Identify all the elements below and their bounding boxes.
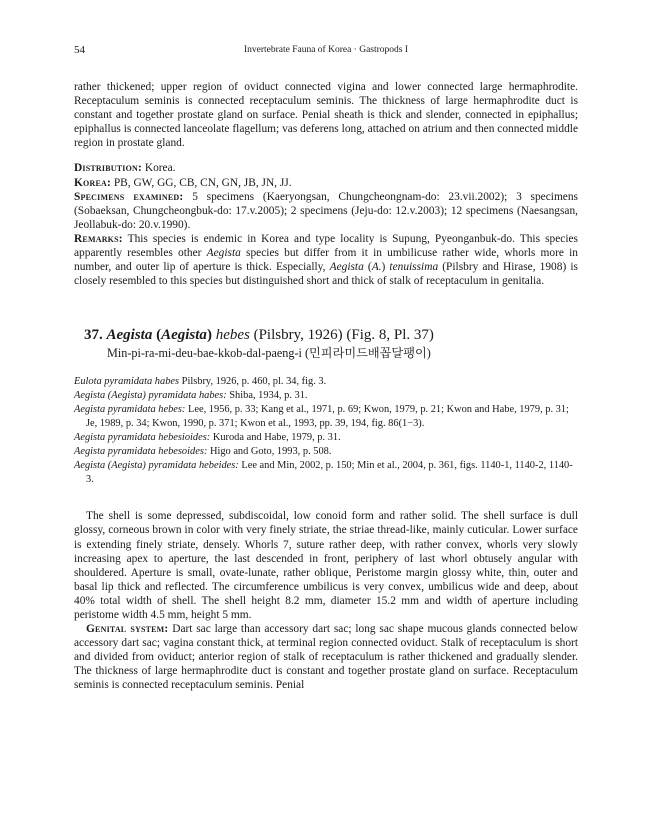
- remarks-species: tenuissima: [389, 261, 439, 274]
- synonym-name: Eulota pyramidata habes: [74, 376, 180, 388]
- remarks-genus-b: Aegista: [329, 261, 364, 274]
- specimens-label: Specimens examined:: [74, 190, 184, 203]
- genital-paragraph: [74, 622, 578, 692]
- synonym-name: Aegista pyramidata hebesoides:: [74, 446, 208, 458]
- genital-label: Genital system:: [86, 623, 169, 636]
- remarks-text-e: (Pilsbry and Hirase, 1908) is closely resembled to this species but distinguished short and thick of stalk of receptaculum in genitalia.: [74, 261, 578, 288]
- species-genus: Aegista: [106, 327, 153, 344]
- species-heading: [84, 326, 578, 344]
- synonym-entry: [74, 459, 578, 487]
- description-paragraph: The shell is some depressed, subdiscoidal, low conoid form and rather solid. The shell surface is dull glossy, corneous brown in color with very finely striate, the striae thread-like, mainly cuticular. Lower surface is extending finely striate, densely. Whorls 7, suture rather deep, with rather convex, whorls very slowly increasing apex to aperture, the last descended in front, periphery of last whorl obtusely angular with shouldered. Aperture is small, ovate-lunate, rather oblique, Peristome margin glossy white, thin, outer and basal lip thick and reflected. The circumference umbilicus is very convex, umbilicus wide and deep, about 40% total width of shell. The shell height 8.2 mm, diameter 15.2 mm and width of aperture including peristome width 4.5 mm, height 5 mm.: [74, 510, 578, 621]
- species-subgenus: Aegista: [161, 327, 207, 344]
- running-title: Invertebrate Fauna of Korea · Gastropods I: [243, 45, 409, 55]
- synonym-ref: Kuroda and Habe, 1979, p. 31.: [212, 432, 341, 444]
- remarks-text-b: species but differ from it in umbilicuse rather wide, whorls more in number, and outer lip of aperture is thick. Especially,: [74, 247, 578, 274]
- korea-label: Korea:: [74, 176, 111, 189]
- synonym-entry: [74, 389, 578, 403]
- remarks-subgenus: A.: [371, 261, 382, 274]
- synonym-ref: Lee and Min, 2002, p. 150; Min et al., 2004, p. 361, figs. 1140-1, 1140-2, 1140-3.: [86, 460, 573, 486]
- remarks-text-d: ): [381, 261, 386, 274]
- synonym-list: [74, 375, 578, 487]
- species-number: 37.: [84, 327, 103, 344]
- page-number: 54: [74, 44, 85, 56]
- korean-name: Min-pi-ra-mi-deu-bae-kkob-dal-paeng-i (민피라미드배꼽달팽이): [107, 346, 431, 361]
- synonym-ref: Lee, 1956, p. 33; Kang et al., 1971, p. 69; Kwon, 1979, p. 21; Kwon and Habe, 1979, p. 31; Je, 1989, p. 34; Kwon, 1990, p. 371; Kwon et al., 1993, pp. 39, 194, fig. 86(1−3).: [86, 404, 569, 430]
- synonym-entry: [74, 403, 578, 431]
- synonym-entry: [74, 445, 578, 459]
- remarks-paragraph: [74, 232, 578, 288]
- remarks-genus-a: Aegista: [206, 247, 241, 260]
- remarks-label: Remarks:: [74, 232, 123, 245]
- page-header: [74, 44, 578, 60]
- distribution-label: Distribution:: [74, 162, 142, 175]
- species-authority: (Pilsbry, 1926) (Fig. 8, Pl. 37): [253, 327, 434, 344]
- synonym-ref: Pilsbry, 1926, p. 460, pl. 34, fig. 3.: [181, 376, 327, 388]
- species-subgenus-open: (: [156, 327, 162, 344]
- synonym-entry: [74, 375, 578, 389]
- page-content: [74, 80, 578, 693]
- synonym-name: Aegista (Aegista) pyramidata habes:: [74, 390, 227, 402]
- synonym-entry: [74, 431, 578, 445]
- remarks-text-a: This species is endemic in Korea and type locality is Supung, Pyeonganbuk-do. This species apparently resembles other: [74, 232, 578, 260]
- distribution-line: [74, 161, 578, 175]
- korea-line: [74, 176, 578, 190]
- synonym-ref: Higo and Goto, 1993, p. 508.: [209, 446, 332, 458]
- remarks-text-c: (: [367, 261, 372, 274]
- distribution-text: Korea.: [144, 162, 176, 175]
- synonym-ref: Shiba, 1934, p. 31.: [229, 390, 308, 402]
- specimens-paragraph: [74, 190, 578, 232]
- genital-text: Dart sac large than accessory dart sac; long sac shape mucous glands connected below accessory dart sac; vagina constant thick, at terminal region connected oviduct. Stalk of receptaculum is short and divided from oviduct; anterior region of stalk of receptaculum is rather thickened and gradually slender. The thickness of large hermaphrodite duct is constant and together prostate gland on surface. Receptaculum seminis is connected receptaculum seminis. Penial: [74, 623, 578, 692]
- synonym-name: Aegista pyramidata hebes:: [74, 404, 186, 416]
- species-epithet: hebes: [215, 327, 250, 344]
- synonym-name: Aegista pyramidata hebesioides:: [74, 432, 211, 444]
- species-subgenus-close: ): [206, 327, 212, 344]
- intro-paragraph: rather thickened; upper region of oviduct connected vigina and lower connected large hermaphrodite. Receptaculum seminis is connected receptaculum seminis. The thickness of large hermaphrodite duct is constant and together prostate gland on surface. Penial sheath is thick and slender, connected in epiphallus; epiphallus is connected lanceolate flagellum; vas deferens long, attached on atrium and then connected middle region in prostate gland.: [74, 81, 578, 150]
- synonym-name: Aegista (Aegista) pyramidata hebeides:: [74, 460, 239, 472]
- korea-text: PB, GW, GG, CB, CN, GN, JB, JN, JJ.: [113, 176, 292, 189]
- specimens-text: 5 specimens (Kaeryongsan, Chungcheongnam-do: 23.vii.2002); 3 specimens (Sobaeksan, Chungcheongbuk-do: 17.v.2005); 2 specimens (Jeju-do: 12.v.2003); 12 specimens (Naesangsan, Jeollabuk-do: 20.v.1990).: [74, 190, 578, 231]
